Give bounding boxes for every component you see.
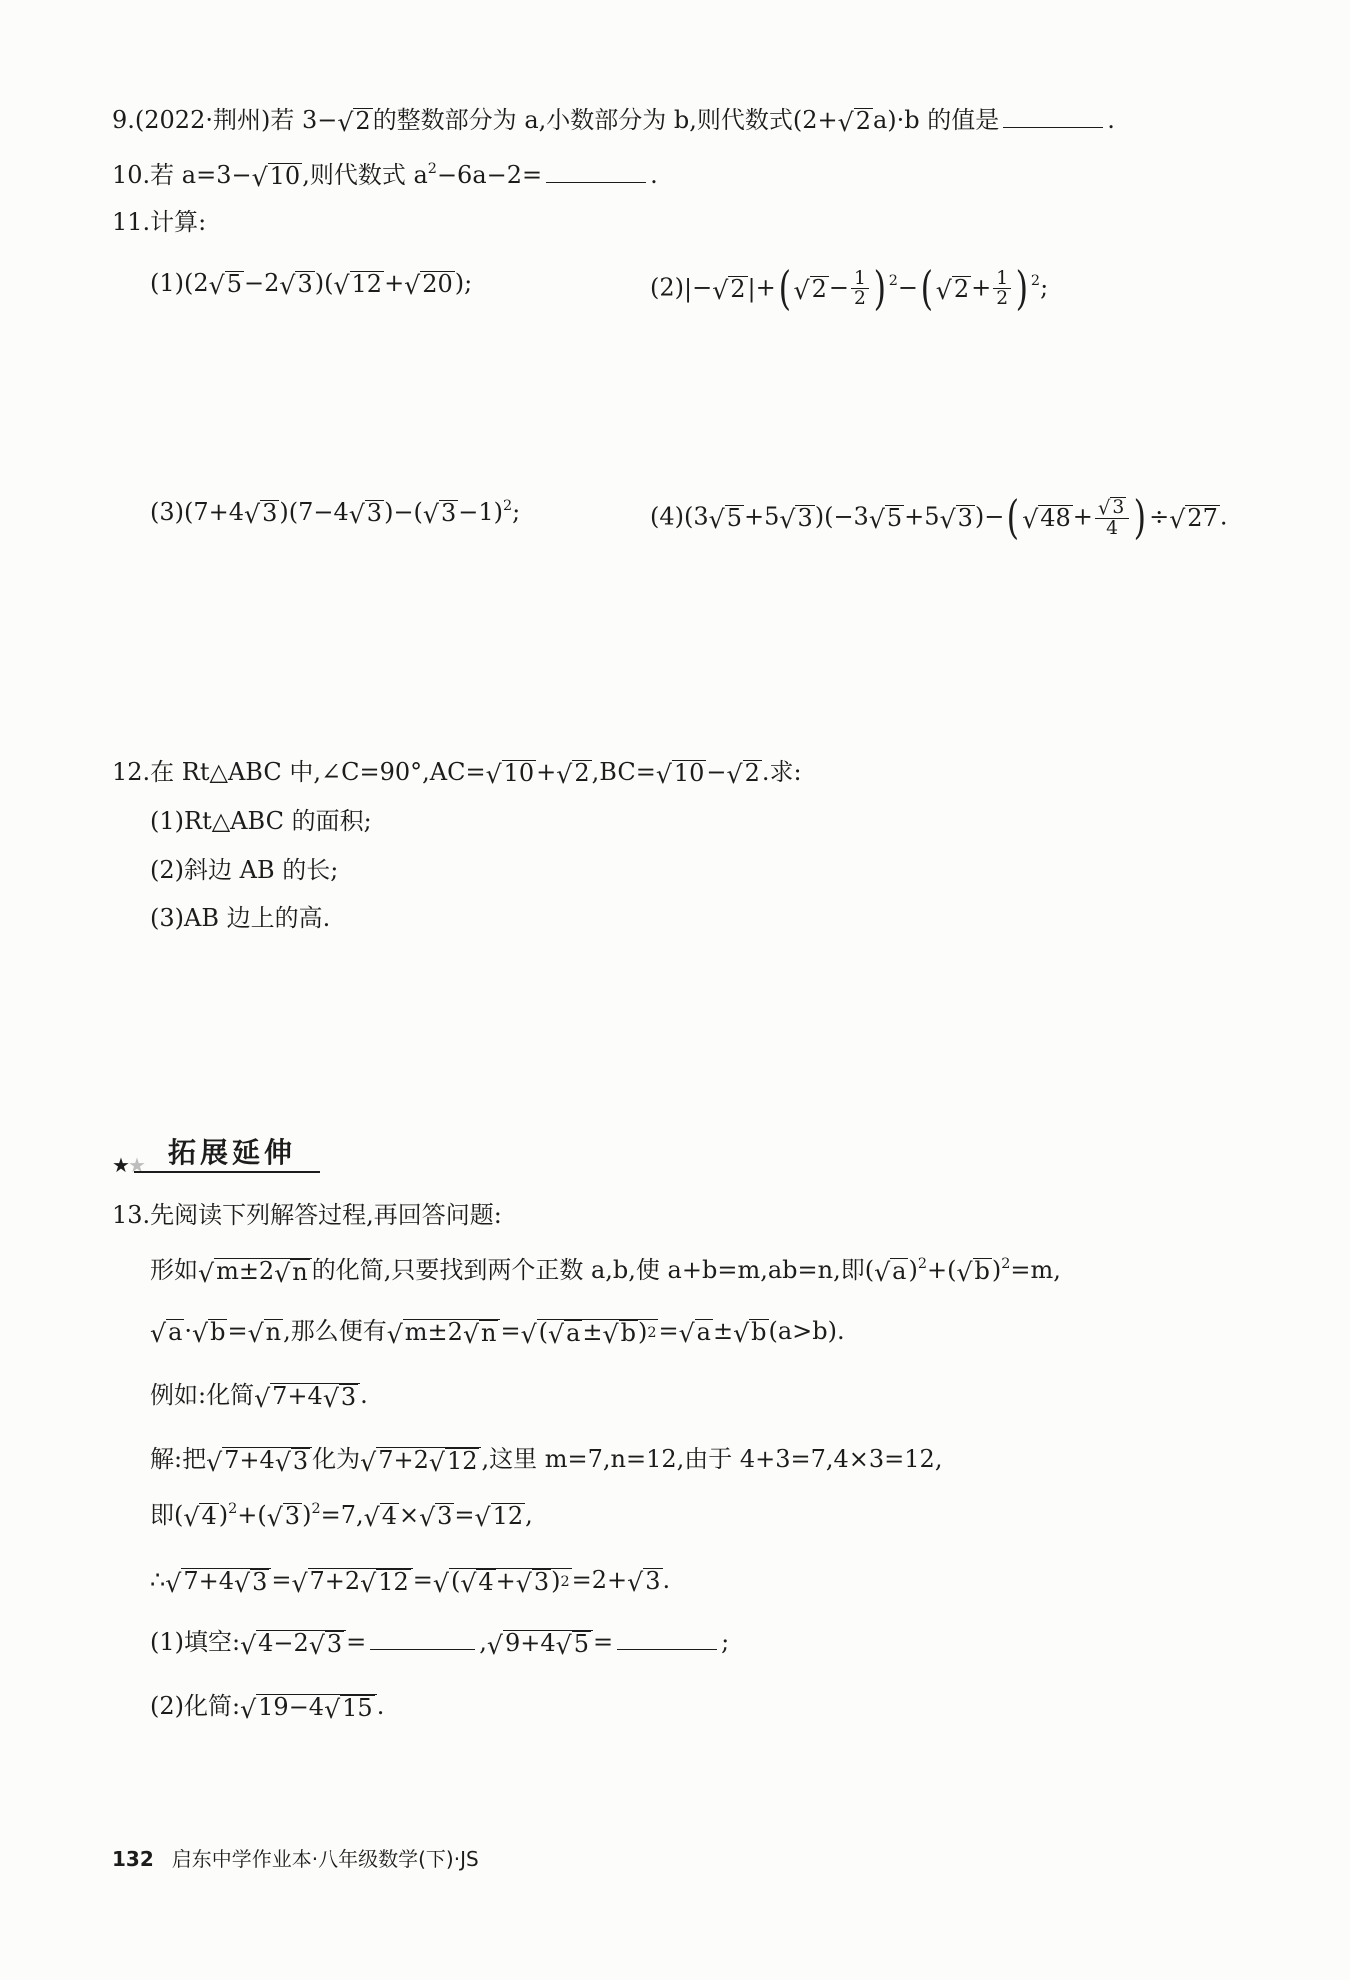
question-13-line-3: 例如:化简 √ 7+4 √ 3 . [150, 1381, 368, 1413]
sqrt: √ 10 [251, 162, 301, 193]
answer-blank [546, 181, 646, 183]
fraction: √ 3 4 [1095, 497, 1129, 538]
section-underline [134, 1171, 320, 1173]
sqrt: √ 2 [837, 107, 871, 138]
question-13-fill-blank: (1)填空: √ 4−2 √ 3 = , √ 9+4 √ 5 = ; [150, 1628, 730, 1660]
answer-blank [370, 1648, 475, 1650]
question-13: 13.先阅读下列解答过程,再回答问题: [112, 1201, 502, 1229]
book-title: 启东中学作业本·八年级数学(下)·JS [171, 1847, 479, 1871]
answer-blank [617, 1648, 717, 1650]
page-number: 132 [112, 1847, 154, 1871]
question-10: 10.若 a=3− √ 10 ,则代数式 $a^2-6a-2=$ . [112, 160, 658, 193]
question-11-part-1: (1)(2 √ 5 −2 √ 3 )( √ 12 + √ 20 ); [150, 269, 473, 301]
question-12-sub-3: (3)AB 边上的高. [150, 904, 331, 932]
question-13-simplify: (2)化简: √ 19−4 √ 15 . [150, 1692, 385, 1724]
q9-lead: 9.(2022·荆州)若 3− [112, 106, 338, 134]
question-13-line-6: ∴ √ 7+4 √ 3 = √ 7+2 √ 12 = √ ( √ 4 + √ 3 ) 2 =2+ √ 3 . [150, 1566, 671, 1598]
question-12-sub-2: (2)斜边 AB 的长; [150, 856, 339, 884]
question-9: 9.(2022·荆州)若 3− √ 2 的整数部分为 a,小数部分为 b,则代数式(2+ √ 2 a)·b 的值是 . [112, 106, 1115, 138]
sqrt: √ 2 [337, 107, 371, 138]
question-11-part-2: (2)|− √ 2 |+( √ 2 − $\frac{1}{2}$ ) $^2$−( √ 2 + $\frac{1}{2}$ ) $^2$; [650, 262, 1049, 315]
question-13-line-5: 即( √ 4 )$^2$+( √ 3 )$^2$=7, √ 4 × √ 3 = √ 12 , [150, 1500, 533, 1533]
question-13-line-4: 解:把 √ 7+4 √ 3 化为 √ 7+2 √ 12 ,这里 m=7,n=12,由于 4+3=7,4×3=12, [150, 1445, 943, 1477]
page-footer [112, 1846, 479, 1872]
question-11-part-3: (3)(7+4 √ 3 )(7−4 √ 3 )−( √ 3 −1)$^2$; [150, 497, 521, 530]
fraction: $\frac{1}{2}$ [851, 269, 869, 309]
question-12: 12.在 Rt△ABC 中,∠C=90°,AC= √ 10 + √ 2 ,BC= √ 10 − √ 2 .求: [112, 758, 802, 790]
answer-blank [1003, 126, 1103, 128]
question-12-sub-1: (1)Rt△ABC 的面积; [150, 807, 372, 835]
question-13-line-1: 形如 √ m±2 √ n 的化简,只要找到两个正数 a,b,使 a+b=m,ab=n,即( √ a )$^2$+( √ b )$^2$=m, [150, 1255, 1061, 1288]
section-title: 拓展延伸 [168, 1136, 297, 1169]
section-heading [112, 1133, 320, 1179]
question-11-part-4: (4)(3 √ 5 +5 √ 3 )(−3 √ 5 +5 √ 3 )−( √ 48 + √ 3 4 ) ÷ √ 27 . [650, 491, 1228, 544]
fraction: $\frac{1}{2}$ [993, 269, 1011, 309]
star-icon: ★★ [112, 1153, 144, 1177]
question-11: 11.计算: [112, 208, 207, 236]
question-13-line-2: √ a · √ b = √ n ,那么便有 √ m±2 √ n = √ ( √ a ± √ b ) 2 = √ a ± √ b (a>b). [150, 1317, 845, 1349]
